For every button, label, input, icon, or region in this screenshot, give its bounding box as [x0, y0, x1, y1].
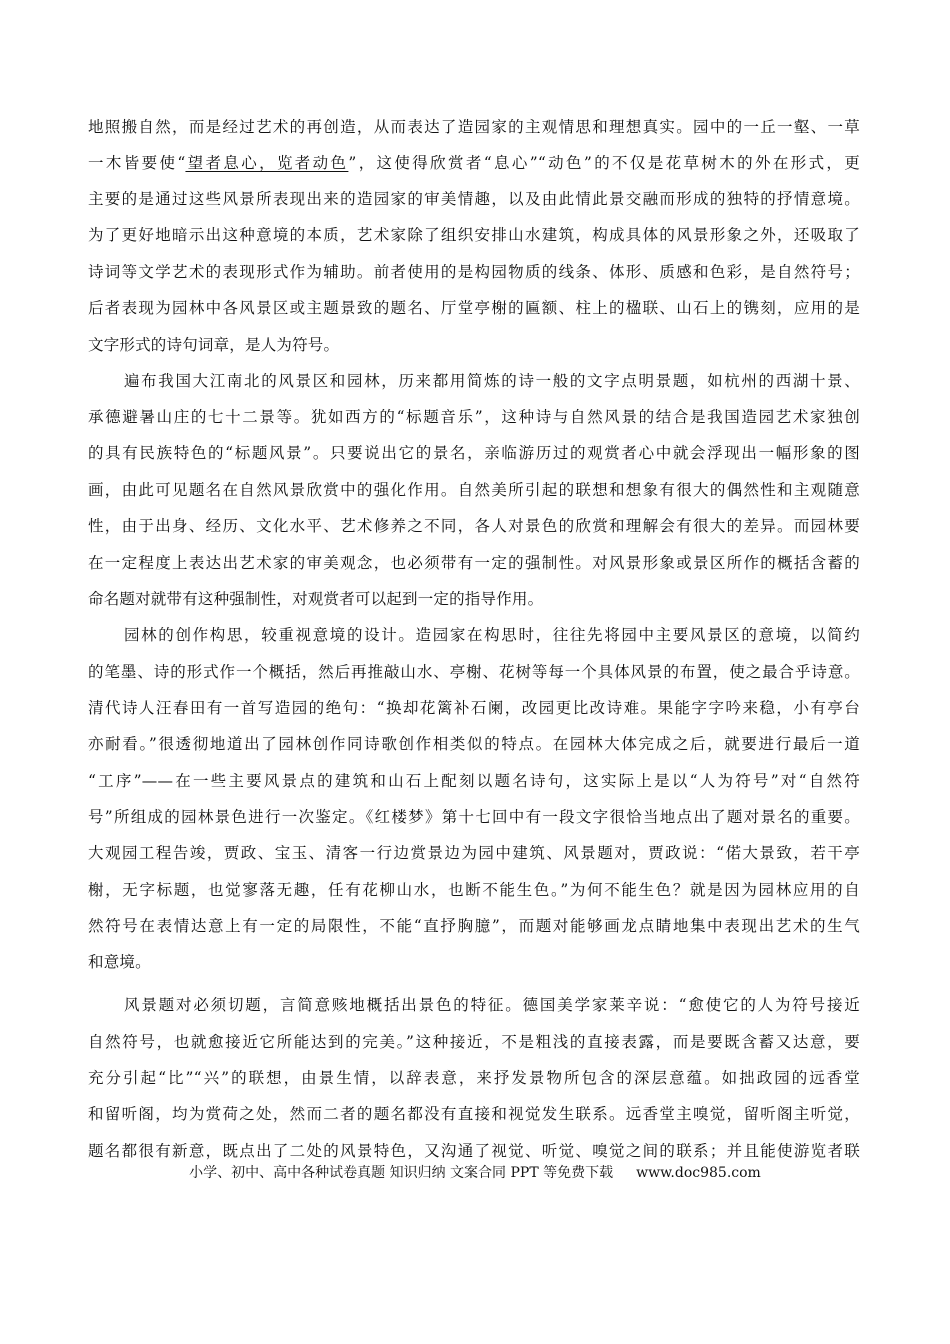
text-line: 充分引起“比”“兴”的联想，由景生情，以辞表意，来抒发景物所包含的深层意蕴。如拙政园的远香堂: [88, 1069, 860, 1087]
text-line: 和意境。: [88, 953, 151, 971]
text-line: 清代诗人汪春田有一首写造园的绝句：“换却花篱补石阑，改园更比改诗难。果能字字吟来稳，小有亭台: [88, 699, 860, 717]
text-line: 遍布我国大江南北的风景区和园林，历来都用简炼的诗一般的文字点明景题，如杭州的西湖十景、: [124, 372, 860, 390]
text-line: 主要的是通过这些风景所表现出来的造园家的审美情趣，以及由此情此景交融而形成的独特的抒情意境。: [88, 190, 860, 208]
page-footer: [0, 1163, 950, 1183]
text-line: 承德避暑山庄的七十二景等。犹如西方的“标题音乐”，这种诗与自然风景的结合是我国造园艺术家独创: [88, 408, 860, 426]
text-line: 性，由于出身、经历、文化水平、艺术修养之不同，各人对景色的欣赏和理解会有很大的差异。而园林要: [88, 517, 860, 535]
text-line: 画，由此可见题名在自然风景欣赏中的强化作用。自然美所引起的联想和想象有很大的偶然性和主观随意: [88, 481, 860, 499]
text-line: 园林的创作构思，较重视意境的设计。造园家在构思时，往往先将园中主要风景区的意境，以简约: [124, 626, 860, 644]
text-line: 亦耐看。”很透彻地道出了园林创作同诗歌创作相类似的特点。在园林大体完成之后，就要进行最后一道: [88, 735, 860, 753]
text-line: 为了更好地暗示出这种意境的本质，艺术家除了组织安排山水建筑，构成具体的风景形象之外，还吸取了: [88, 226, 860, 244]
underlined-quote: 望者息心，览者动色: [185, 154, 349, 172]
text-line: 诗词等文学艺术的表现形式作为辅助。前者使用的是构园物质的线条、体形、质感和色彩，是自然符号；: [88, 263, 860, 281]
text-line: 命名题对就带有这种强制性，对观赏者可以起到一定的指导作用。: [88, 590, 544, 608]
text-line: 在一定程度上表达出艺术家的审美观念，也必须带有一定的强制性。对风景形象或景区所作的概括含蓄的: [88, 554, 860, 572]
text-line: 后者表现为园林中各风景区或主题景致的题名、厅堂亭榭的匾额、柱上的楹联、山石上的镌刻，应用的是: [88, 299, 860, 317]
text-line: 的具有民族特色的“标题风景”。只要说出它的景名，亲临游历过的观赏者心中就会浮现出一幅形象的图: [88, 444, 860, 462]
text-line: 号”所组成的园林景色进行一次鉴定。《红楼梦》第十七回中有一段文字很恰当地点出了题对景名的重要。: [88, 808, 860, 826]
text-line: 和留听阁，均为赏荷之处，然而二者的题名都没有直接和视觉发生联系。远香堂主嗅觉，留听阁主听觉，: [88, 1105, 860, 1123]
footer-url[interactable]: www.doc985.com: [636, 1165, 761, 1181]
footer-text: 小学、初中、高中各种试卷真题 知识归纳 文案合同 PPT 等免费下载: [189, 1165, 614, 1181]
text-line: 自然符号，也就愈接近它所能达到的完美。”这种接近，不是粗浅的直接表露，而是要既含蓄又达意，要: [88, 1033, 860, 1051]
text-line: 然符号在表情达意上有一定的局限性，不能“直抒胸臆”，而题对能够画龙点睛地集中表现出艺术的生气: [88, 917, 860, 935]
text-line: “工序”——在一些主要风景点的建筑和山石上配刻以题名诗句，这实际上是以“人为符号”对“自然符: [88, 772, 860, 790]
text-line: 题名都很有新意，既点出了二处的风景特色，又沟通了视觉、听觉、嗅觉之间的联系；并且能使游览者联: [88, 1142, 860, 1160]
text-line: 榭，无字标题，也觉寥落无趣，任有花柳山水，也断不能生色。”为何不能生色？就是因为园林应用的自: [88, 881, 860, 899]
text-line: 文字形式的诗句词章，是人为符号。: [88, 336, 340, 354]
text-line: 的笔墨、诗的形式作一个概括，然后再推敲山水、亭榭、花树等每一个具体风景的布置，使之最合乎诗意。: [88, 663, 860, 681]
text-line: 地照搬自然，而是经过艺术的再创造，从而表达了造园家的主观情思和理想真实。园中的一丘一壑、一草: [88, 118, 860, 136]
text-segment: 一木皆要使“: [88, 154, 186, 172]
text-segment: ”，这使得欣赏者“息心”“动色”的不仅是花草树木的外在形式，更: [348, 154, 860, 172]
text-line: 风景题对必须切题，言简意赅地概括出景色的特征。德国美学家莱辛说：“愈使它的人为符号接近: [124, 996, 860, 1014]
text-line: 大观园工程告竣，贾政、宝玉、清客一行边赏景边为园中建筑、风景题对，贾政说：“偌大景致，若干亭: [88, 844, 860, 862]
text-line: [88, 153, 860, 173]
